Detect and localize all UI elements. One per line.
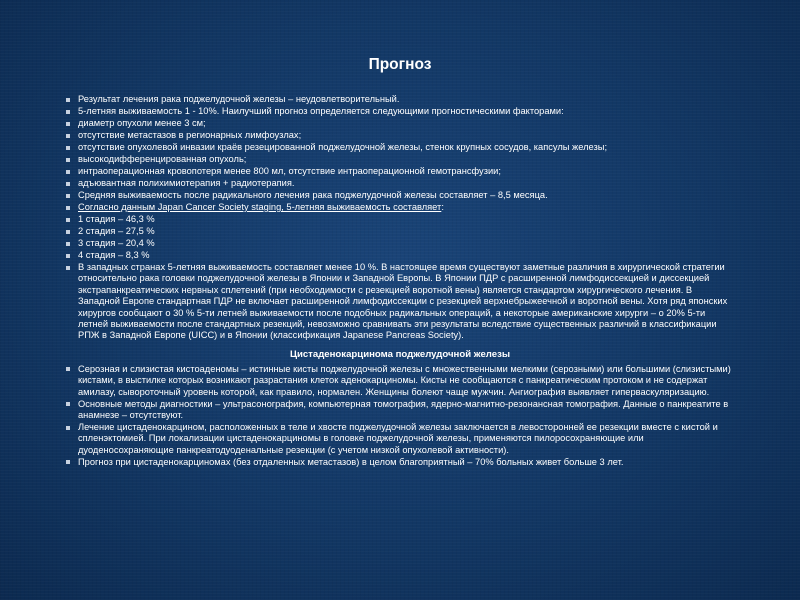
prognosis-list [66,94,734,342]
list-item: Лечение цистаденокарцином, расположенных в теле и хвосте поджелудочной железы заключается в левосторонней ее резекции вместе с кистой и спленэктомией. При локализации цистаденокарциномы в головке поджелудочной железы, применяются пилоросохраняющие или дуоденосохраняющие панкреатодуоденальные резекции (с учетом низкой опухолевой активности). [66,422,734,456]
cystadenocarcinoma-list [66,364,734,468]
jcs-suffix: : [441,202,444,212]
list-item: Основные методы диагностики – ультрасонография, компьютерная томография, ядерно-магнитно-резонансная томография. Данные о панкреатите в анамнезе – отсутствуют. [66,399,734,422]
list-item: Серозная и слизистая кистоаденомы – истинные кисты поджелудочной железы с множественными мелкими (серозными) или большими (слизистыми) кистами, в выстилке которых возникают разрастания клеток аденокарциномы. Кисты не сообщаются с панкреатическим протоком и не содержат амилазу, сывороточный уровень которой, как правило, нормален. Женщины болеют чаще мужчин. Ангиография выявляет гиперваскуляризацию. [66,364,734,398]
list-item: интраоперационная кровопотеря менее 800 мл, отсутствие интраоперационной гемотрансфузии; [66,166,734,177]
jcs-link[interactable]: Согласно данным Japan Cancer Society staging, 5-летняя выживаемость составляет [78,202,442,212]
list-item: Результат лечения рака поджелудочной железы – неудовлетворительный. [66,94,734,105]
list-item: адъювантная полихимиотерапия + радиотерапия. [66,178,734,189]
list-item: отсутствие опухолевой инвазии краёв резецированной поджелудочной железы, стенок крупных сосудов, капсулы железы; [66,142,734,153]
western-paragraph: В западных странах 5-летняя выживаемость составляет менее 10 %. В настоящее время существуют заметные различия в хирургической стратегии относительно рака головки поджелудочной железы в Японии и Западной Европы. В Японии ПДР с расширенной лимфодиссекцией и диссекцией экстрапанкреатических нервных сплетений (при необходимости с резекцией воротной вены) является стандартом хирургического лечения. В Западной Европе стандартная ПДР не включает расширенной лимфодиссекции с резекцией верхнебрыжеечной и воротной вены. Хотя ряд японских хирургов сообщают о 30 % 5-ти летней выживаемости после подобных радикальных операций, а некоторые американские хирурги – о 20% 5-ти летней выживаемости после стандартных резекций, невозможно сравнивать эти результаты вследствие существенных различий в классификации РПЖ в Западной Европе (UICC) и в Японии (классификация Japanese Pancreas Society). [66,262,734,342]
list-item: Прогноз при цистаденокарциномах (без отдаленных метастазов) в целом благоприятный – 70% больных живет больше 3 лет. [66,457,734,468]
slide-content [66,94,734,469]
list-item: диаметр опухоли менее 3 см; [66,118,734,129]
jcs-list-item [66,202,734,213]
list-item: отсутствие метастазов в регионарных лимфоузлах; [66,130,734,141]
stage-item: 4 стадия – 8,3 % [66,250,734,261]
cystadenocarcinoma-heading: Цистаденокарцинома поджелудочной железы [289,348,511,360]
list-item: высокодифференцированная опухоль; [66,154,734,165]
list-item: 5-летняя выживаемость 1 - 10%. Наилучший прогноз определяется следующими прогностическими факторами: [66,106,734,117]
list-item: Средняя выживаемость после радикального лечения рака поджелудочной железы составляет – 8,5 месяца. [66,190,734,201]
stage-item: 3 стадия – 20,4 % [66,238,734,249]
slide-title: Прогноз [368,56,432,73]
stage-item: 1 стадия – 46,3 % [66,214,734,225]
stage-item: 2 стадия – 27,5 % [66,226,734,237]
